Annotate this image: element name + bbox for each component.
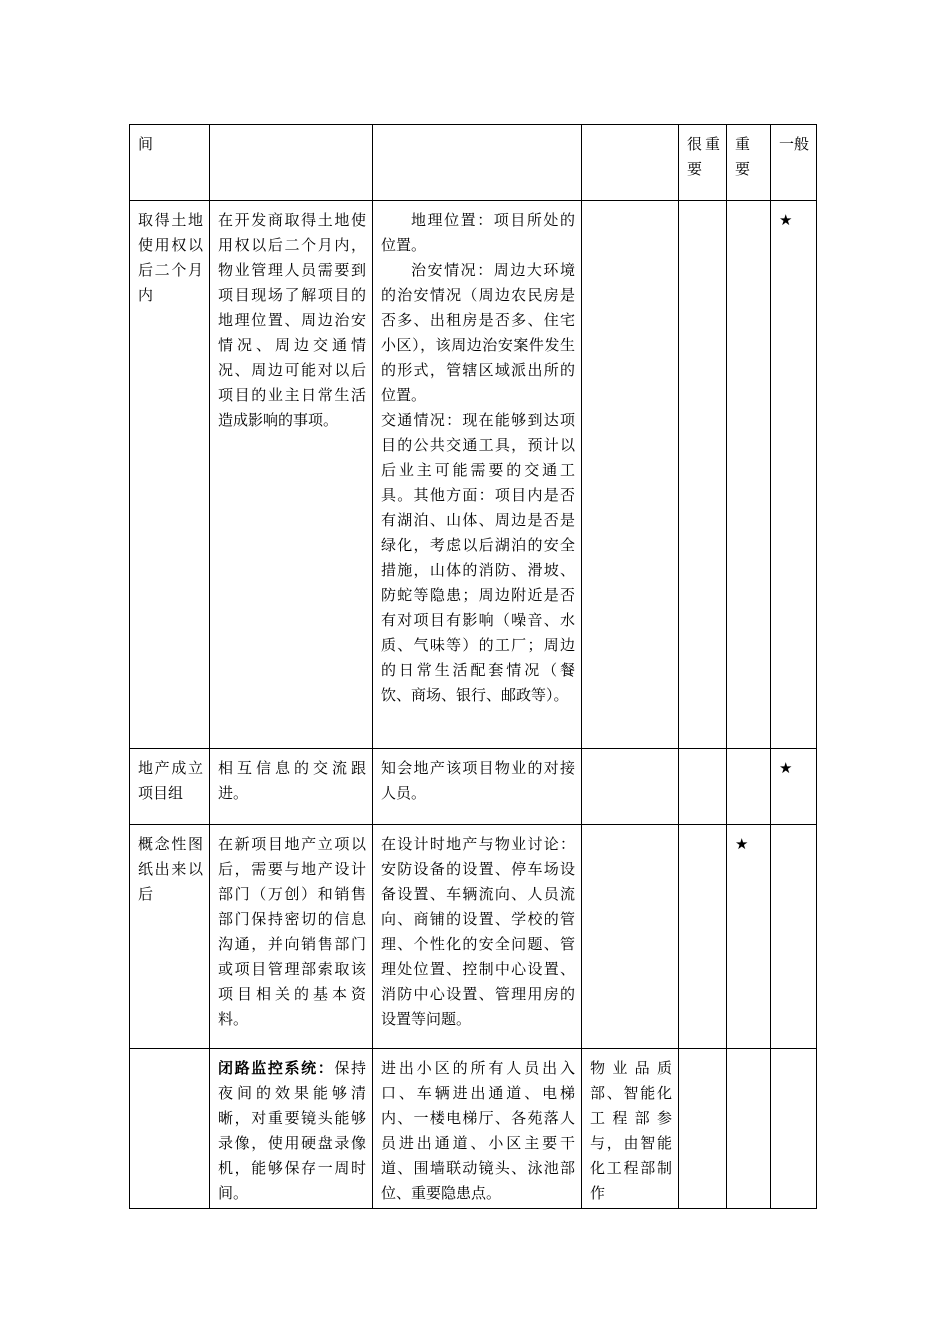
- general-cell: [771, 825, 817, 1049]
- star-icon: ★: [727, 825, 771, 1049]
- content-cell: 在设计时地产与物业讨论：安防设备的设置、停车场设备设置、车辆流向、人员流向、商铺的设置、学校的管理、个性化的安全问题、管理处位置、控制中心设置、消防中心设置、管理用房的设置等问题。: [373, 825, 582, 1049]
- content-cell: 进出小区的所有人员出入口、车辆进出通道、电梯内、一楼电梯厅、各苑落人员进出通道、小区主要干道、围墙联动镜头、泳池部位、重要隐患点。: [373, 1049, 582, 1209]
- task-cell: [210, 1049, 373, 1209]
- time-cell: 地产成立项目组: [130, 749, 210, 825]
- very-important-cell: [679, 825, 727, 1049]
- very-important-cell: [679, 1049, 727, 1209]
- header-important: 重要: [727, 125, 771, 201]
- plan-table: [129, 124, 817, 1209]
- header-content-cell: [373, 125, 582, 201]
- dept-cell: [582, 749, 679, 825]
- content-cell: [373, 201, 582, 749]
- task-cell: 在开发商取得土地使用权以后二个月内，物业管理人员需要到项目现场了解项目的地理位置、周边治安情况、周边交通情况、周边可能对以后项目的业主日常生活造成影响的事项。: [210, 201, 373, 749]
- very-important-cell: [679, 201, 727, 749]
- table-row: [130, 201, 817, 749]
- dept-cell: 物业品质部、智能化工程部参与，由智能化工程部制作: [582, 1049, 679, 1209]
- time-cell: 取得土地使用权以后二个月内: [130, 201, 210, 749]
- important-cell: [727, 201, 771, 749]
- task-text: 保持夜间的效果能够清晰，对重要镜头能够录像，使用硬盘录像机，能够保存一周时间。: [218, 1059, 366, 1202]
- table-row: [130, 1049, 817, 1209]
- important-cell: [727, 1049, 771, 1209]
- content-paragraph: 地理位置：项目所处的位置。: [381, 211, 575, 254]
- task-cell: 相互信息的交流跟进。: [210, 749, 373, 825]
- task-cell: 在新项目地产立项以后，需要与地产设计部门（万创）和销售部门保持密切的信息沟通，并向销售部门或项目管理部索取该项目相关的基本资料。: [210, 825, 373, 1049]
- star-icon: ★: [771, 201, 817, 749]
- dept-cell: [582, 201, 679, 749]
- content-paragraph: 治安情况：周边大环境的治安情况（周边农民房是否多、出租房是否多、住宅小区），该周边治安案件发生的形式，管辖区域派出所的位置。: [381, 261, 575, 404]
- very-important-cell: [679, 749, 727, 825]
- content-cell: 知会地产该项目物业的对接人员。: [373, 749, 582, 825]
- time-cell: 概念性图纸出来以后: [130, 825, 210, 1049]
- general-cell: [771, 1049, 817, 1209]
- table-row: [130, 749, 817, 825]
- header-general: 一般: [771, 125, 817, 201]
- header-dept-cell: [582, 125, 679, 201]
- task-bold-label: 闭路监控系统：: [218, 1059, 335, 1077]
- header-task-cell: [210, 125, 373, 201]
- header-time-cell: 间: [130, 125, 210, 201]
- important-cell: [727, 749, 771, 825]
- header-very-important: 很重要: [679, 125, 727, 201]
- table-row: [130, 825, 817, 1049]
- star-icon: ★: [771, 749, 817, 825]
- content-paragraph: 交通情况：现在能够到达项目的公共交通工具，预计以后业主可能需要的交通工具。其他方面：项目内是否有湖泊、山体、周边是否是绿化，考虑以后湖泊的安全措施，山体的消防、滑坡、防蛇等隐患；周边附近是否有对项目有影响（噪音、水质、气味等）的工厂；周边的日常生活配套情况（餐饮、商场、银行、邮政等）。: [381, 411, 575, 704]
- header-row: [130, 125, 817, 201]
- dept-cell: [582, 825, 679, 1049]
- time-cell: [130, 1049, 210, 1209]
